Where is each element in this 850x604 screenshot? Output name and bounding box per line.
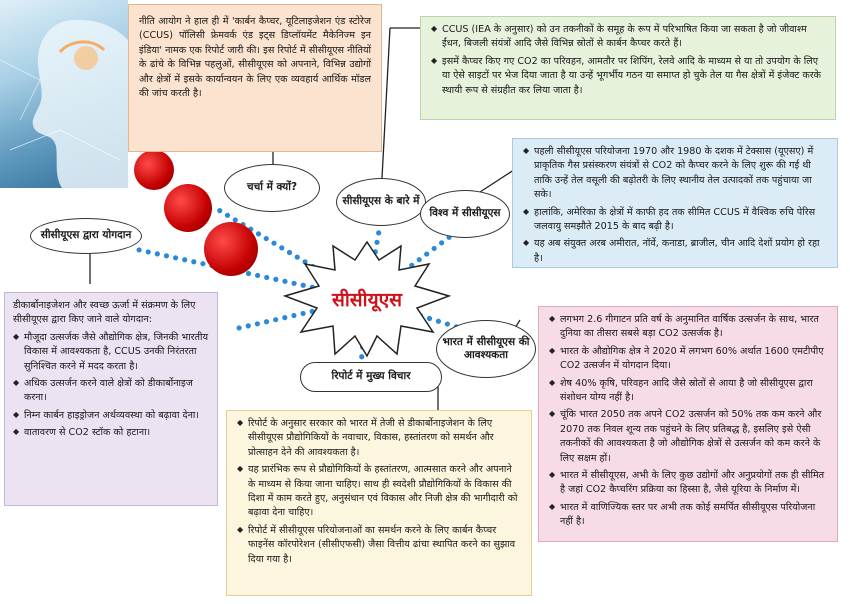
dot-chain-6-12 bbox=[255, 321, 260, 326]
india-point-2: ◆ भारत के औद्योगिक क्षेत्र ने 2020 में लगभग 60% अर्थात 1600 एमटीपीए CO2 उत्सर्जन में योगदान दिया। bbox=[549, 345, 827, 374]
red-ball-3 bbox=[204, 222, 258, 276]
dot-chain-6-11 bbox=[264, 319, 269, 324]
world-box bbox=[512, 138, 838, 268]
contribution-point-2: ◆ अधिक उत्सर्जन करने वाले क्षेत्रों को डीकार्बोनाइज करना। bbox=[13, 377, 209, 406]
dot-chain-2-7 bbox=[376, 230, 381, 235]
node-bharat: भारत में सीसीयूएस की आवश्यकता bbox=[436, 320, 536, 378]
dot-chain-1-11 bbox=[264, 275, 269, 280]
india-point-3: ◆ शेष 40% कृषि, परिवहन आदि जैसे स्रोतों से आया है जो सीसीयूएस द्वारा संशोधन योग्य नहीं है। bbox=[549, 377, 827, 406]
about-point-1: ◆ CCUS (IEA के अनुसार) को उन तकनीकों के समूह के रूप में परिभाषित किया जा सकता है जो जीवाश्म ईंधन, बिजली संयंत्रों आदि जैसे विभिन्न स्रोतों से कार्बन कैप्चर करते हैं। bbox=[431, 23, 825, 52]
contribution-intro: डीकार्बोनाइजेशन और स्वच्छ ऊर्जा में संक्रमण के लिए सीसीयूएस द्वारा किए जाने वाले योगदान: bbox=[13, 300, 196, 326]
dot-chain-6-13 bbox=[246, 323, 251, 328]
connector-about-v bbox=[382, 28, 390, 178]
node-report: रिपोर्ट में मुख्य विचार bbox=[300, 362, 442, 392]
report-point-3: ◆ रिपोर्ट में सीसीयूएस परियोजनाओं का समर्थन करने के लिए कार्बन कैप्चर फाइनेंस कॉरपोरेशन (सीसीएफसी) जैसा वित्तीय ढांचा स्थापित करने का सुझाव दिया गया है। bbox=[237, 524, 521, 567]
india-point-6: ◆ भारत में वाणिज्यिक स्तर पर अभी तक कोई समर्पित सीसीयूएस परियोजना नहीं है। bbox=[549, 501, 827, 530]
dot-chain-0-13 bbox=[264, 236, 269, 241]
world-point-2: ◆ हालांकि, अमेरिका के क्षेत्रों में काफी हद तक सीमित CCUS में वैश्विक रुचि पेरिस जलवायु समझौते 2015 के बाद बढ़ी है। bbox=[523, 206, 827, 235]
about-box bbox=[420, 16, 836, 120]
dot-chain-1-13 bbox=[246, 271, 251, 276]
dot-chain-1-23 bbox=[155, 251, 160, 256]
world-point-3: ◆ यह अब संयुक्त अरब अमीरात, नॉर्वे, कनाडा, ब्राजील, चीन आदि देशों प्रयोग हो रहा है। bbox=[523, 237, 827, 266]
dot-chain-0-14 bbox=[256, 231, 261, 236]
dot-chain-0-19 bbox=[217, 208, 222, 213]
dot-chain-1-24 bbox=[146, 249, 151, 254]
red-ball-1 bbox=[134, 150, 174, 190]
intro-text: नीति आयोग ने हाल ही में 'कार्बन कैप्चर, यूटिलाइजेशन एंड स्टोरेज (CCUS) पॉलिसी फ्रेमवर्क एंड इट्स डिप्लॉयमेंट मैकेनिज्म इन इंडिया' नामक एक रिपोर्ट जारी की। इस रिपोर्ट में सीसीयूएस नीतियों के ढांचे के विभिन्न पहलुओं, सीसीयूएस को अपनाने, विभिन्न उद्योगों और क्षेत्रों में इसके कार्यान्वयन के लिए एक व्यवहार्य आर्थिक मॉडल की जांच करती है। bbox=[139, 16, 371, 99]
report-point-1: ◆ रिपोर्ट के अनुसार सरकार को भारत में तेजी से डीकार्बोनाइजेशन के लिए सीसीयूएस प्रौद्योगिकियों के नवाचार, विकास, हस्तांतरण को समर्थन और प्रोत्साहन देने की आवश्यकता है। bbox=[237, 417, 521, 460]
contribution-point-1: ◆ मौजूदा उत्सर्जक जैसे औद्योगिक क्षेत्र, जिनकी भारतीय विकास में आवश्यकता है, CCUS उनकी निरंतरता सुनिश्चित करने में मदद करता है। bbox=[13, 331, 209, 374]
india-point-1: ◆ लगभग 2.6 गीगाटन प्रति वर्ष के अनुमानित वार्षिक उत्सर्जन के साथ, भारत दुनिया का तीसरा सबसे बड़ा CO2 उत्सर्जक है। bbox=[549, 313, 827, 342]
dot-chain-1-22 bbox=[164, 253, 169, 258]
dot-chain-1-12 bbox=[255, 273, 260, 278]
india-box bbox=[538, 306, 838, 542]
dot-chain-1-21 bbox=[173, 255, 178, 260]
dot-chain-1-18 bbox=[200, 261, 205, 266]
dot-chain-6-14 bbox=[237, 325, 242, 330]
intro-box bbox=[128, 4, 382, 152]
report-box bbox=[226, 410, 532, 596]
contribution-box bbox=[4, 292, 218, 506]
india-point-5: ◆ भारत में सीसीयूएस, अभी के लिए कुछ उद्योगों और अनुप्रयोगों तक ही सीमित है जहां CO2 कैप्चरिंग प्रक्रिया का हिस्सा है, जैसे यूरिया के निर्माण में। bbox=[549, 469, 827, 498]
node-charcha: चर्चा में क्यों? bbox=[224, 164, 320, 212]
center-title: सीसीयूएस bbox=[332, 289, 402, 311]
dot-chain-1-20 bbox=[182, 257, 187, 262]
node-yogdan: सीसीयूएस द्वारा योगदान bbox=[30, 218, 142, 254]
world-point-1: ◆ पहली सीसीयूएस परियोजना 1970 और 1980 के दशक में टेक्सास (यूएसए) में प्राकृतिक गैस प्रसंस्करण संयंत्रों से CO2 को कैप्चर करने के लिए शुरू की गई थी ताकि उन्हें तेल वसूली की बढ़ोतरी के लिए स्थानीय तेल उत्पादकों तक पहुंचाया जा सके। bbox=[523, 145, 827, 203]
center-node bbox=[283, 240, 451, 358]
about-point-2: ◆ इसमें कैप्चर किए गए CO2 का परिवहन, आमतौर पर शिपिंग, रेलवे आदि के माध्यम से या तो उपयोग के लिए या ऐसे साइटों पर भेज दिया जाता है या उन्हें भूगर्भीय गठन या समाप्त हो चुके तेल या गैस क्षेत्रों में इंजेक्ट करके स्थायी रूप से संग्रहीत कर लिया जाता है। bbox=[431, 55, 825, 98]
contribution-point-3: ◆ निम्न कार्बन हाइड्रोजन अर्थव्यवस्था को बढ़ावा देना। bbox=[13, 409, 209, 423]
node-bare: सीसीयूएस के बारे में bbox=[336, 178, 426, 226]
contribution-point-4: ◆ वातावरण से CO2 स्टॉक को हटाना। bbox=[13, 426, 209, 440]
dot-chain-6-10 bbox=[273, 317, 278, 322]
node-vishwa: विश्व में सीसीयूएस bbox=[420, 190, 510, 238]
dot-chain-1-19 bbox=[191, 259, 196, 264]
red-ball-2 bbox=[164, 184, 212, 232]
dot-chain-0-12 bbox=[271, 241, 276, 246]
dot-chain-0-18 bbox=[225, 213, 230, 218]
report-point-2: ◆ यह प्रारंभिक रूप से प्रौद्योगिकियों के हस्तांतरण, आत्मसात करने और अपनाने के माध्यम से किया जाना चाहिए। साथ ही स्वदेशी प्रौद्योगिकियों के विकास की दिशा में काम करते हुए, अनुसंधान एवं विकास और निजी क्षेत्र की भागीदारी को बढ़ावा देना चाहिए। bbox=[237, 463, 521, 521]
dot-chain-1-25 bbox=[137, 247, 142, 252]
dot-chain-1-10 bbox=[273, 277, 278, 282]
india-point-4: ◆ चूंकि भारत 2050 तक अपने CO2 उत्सर्जन को 50% तक कम करने और 2070 तक निवल शून्य तक पहुंचने के लिए प्रतिबद्ध है, इसलिए इसे ऐसी तकनीकों की आवश्यकता है जो औद्योगिक क्षेत्रों से उत्सर्जन को कम करने के लिए सक्षम हों। bbox=[549, 408, 827, 466]
